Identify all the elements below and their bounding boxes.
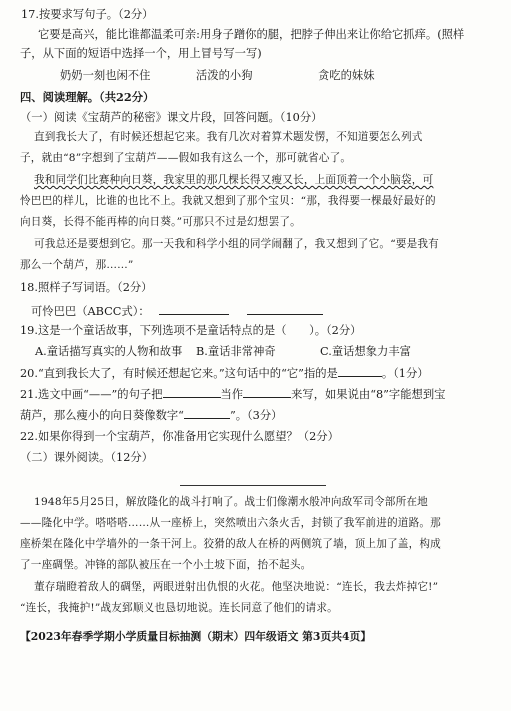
q21-blank-1[interactable] (163, 386, 221, 398)
q18-answer-blank-1[interactable] (159, 303, 229, 315)
passage2-para1-line2: ——隆化中学。嗒嗒嗒……从一座桥上，突然喷出六条火舌，封锁了我军前进的道路。那 (20, 517, 441, 529)
q19-option-c: C.童话想象力丰富 (320, 345, 411, 358)
q21-blank-2[interactable] (243, 386, 291, 398)
passage1-para2-line1 (34, 173, 511, 188)
q21-text-d: 葫芦，那么瘦小的向日葵像数字“ (20, 409, 184, 422)
passage2-para1-line3: 座桥架在隆化中学墙外的一条干河上。狡猾的敌人在桥的两侧筑了墙，顶上加了盖，构成 (20, 538, 441, 550)
passage1-para3-line2: 那么一个葫芦，那……” (20, 259, 134, 271)
passage1-para3-line1: 可我总还是要想到它。那一天我和科学小组的同学闹翻了，我又想到了它。“要是我有 (34, 238, 439, 250)
q21-row1 (20, 386, 511, 402)
q19-title: 19.这是一个童话故事，下列选项不是童话特点的是（ ）。（2分） (20, 324, 362, 337)
wavy-underlined-sentence: 我和同学们比赛种向日葵，我家里的那几棵长得又瘦又长，上面顶着一个小脑袋，可 (34, 174, 434, 186)
q18-example-row (31, 303, 511, 319)
q21-text-c: 来写，如果说由“8”字能想到宝 (291, 388, 446, 401)
passage1-para2-line3: 向日葵，长得不能再棒的向日葵。”可那只不过是幻想罢了。 (20, 216, 301, 228)
q18-title: 18.照样子写词语。（2分） (20, 281, 153, 294)
passage1-para2-line2: 怜巴巴的样儿，比谁的也比不上。我就又想到了那个宝贝：“那，我得要一棵最好最好的 (20, 195, 436, 207)
q19-option-a: A.童话描写真实的人物和故事 (35, 345, 183, 358)
part1-title: （一）阅读《宝葫芦的秘密》课文片段，回答问题。（10分） (20, 111, 323, 124)
q22-title: 22.如果你得到一个宝葫芦，你准备用它实现什么愿望？（2分） (20, 430, 339, 443)
q21-text-e: ”。（3分） (229, 409, 283, 422)
q21-row2 (20, 407, 511, 423)
q20-points: 。（1分） (381, 367, 429, 380)
q21-blank-3[interactable] (184, 407, 230, 419)
answer-line[interactable] (180, 485, 326, 486)
q18-example: 可怜巴巴（ABCC式）： (31, 305, 150, 318)
q18-answer-blank-2[interactable] (247, 303, 323, 315)
q21-text-b: 当作 (220, 388, 244, 401)
q17-option-3: 贪吃的妹妹 (318, 69, 375, 82)
part2-title: （二）课外阅读。（12分） (20, 451, 153, 464)
passage1-para1-line2: 子，就由“8”字想到了宝葫芦——假如我有这么一个，那可就省心了。 (20, 152, 352, 164)
passage2-para2-line1: 董存瑞瞪着敌人的碉堡，两眼迸射出仇恨的火花。他坚决地说：“连长，我去炸掉它!” (34, 581, 439, 593)
q17-option-2: 活泼的小狗 (196, 69, 253, 82)
q17-text-line2: 子，从下面的短语中选择一个，用上冒号写一写) (20, 47, 262, 60)
q17-option-1: 奶奶一刻也闲不住 (60, 69, 151, 82)
section4-title: 四、阅读理解。（共22分） (20, 90, 155, 104)
q17-text-line1: 它要是高兴，能比谁都温柔可亲:用身子蹭你的腿，把脖子伸出来让你给它抓痒。(照样 (38, 28, 465, 41)
q19-option-b: B.童话非常神奇 (196, 345, 276, 358)
passage1-para1-line1: 直到我长大了，有时候还想起它来。我有几次对着算术题发愣，不知道要怎么列式 (34, 131, 423, 143)
passage2-para1-line1: 1948年5月25日，解放隆化的战斗打响了。战士们像潮水般冲向敌军司令部所在地 (34, 496, 428, 508)
passage2-para1-line4: 了一座碉堡。冲锋的部队被压在一个小土坡下面，抬不起头。 (20, 559, 312, 571)
page-footer: 【2023年春季学期小学质量目标抽测（期末）四年级语文 第3页共4页】 (20, 630, 372, 643)
q20-answer-blank[interactable] (338, 365, 382, 377)
passage2-para2-line2: “连长，我掩护!”战友郅顺义也恳切地说。连长同意了他们的请求。 (20, 602, 338, 614)
q20-row (20, 365, 511, 381)
q21-text-a: 21.选文中画“——”的句子把 (20, 388, 163, 401)
q17-title: 17.按要求写句子。（2分） (21, 8, 154, 21)
q20-text: 20.“直到我长大了，有时候还想起它来。”这句话中的“它”指的是 (20, 367, 338, 380)
